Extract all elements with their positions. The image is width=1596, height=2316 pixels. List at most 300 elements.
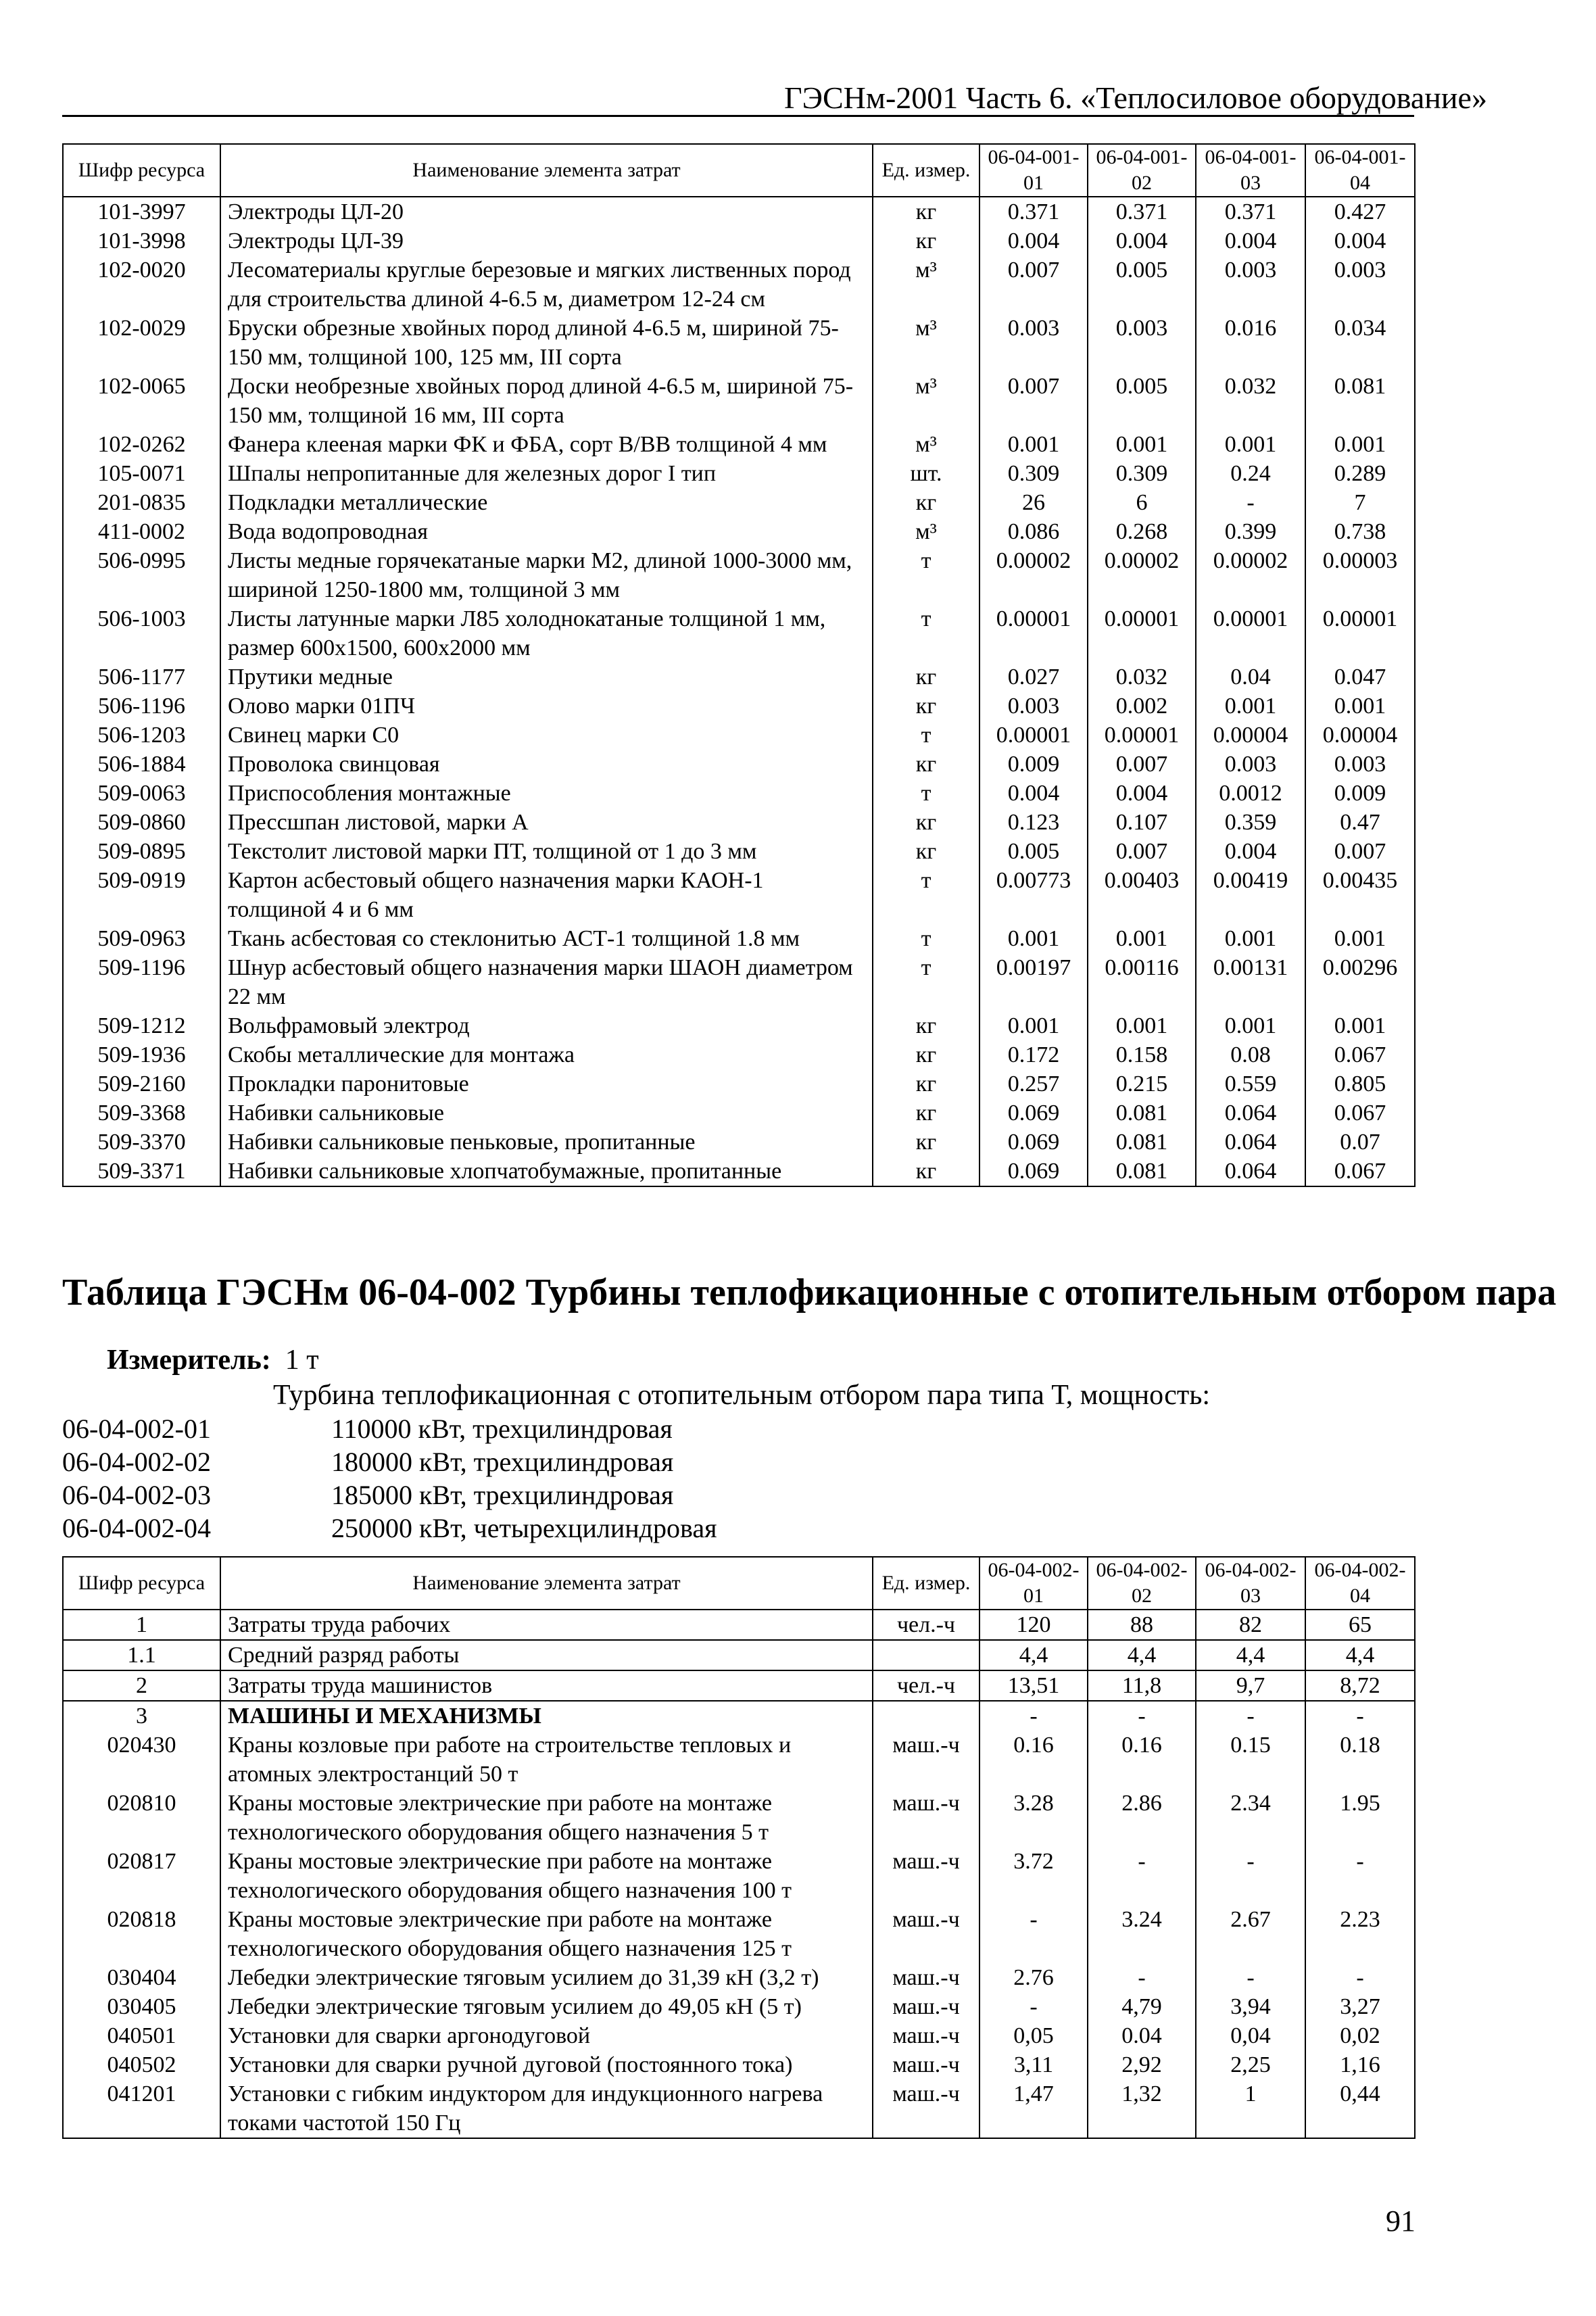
col-header-variant: 06-04-001-02 — [1088, 144, 1196, 197]
resource-code: 1.1 — [63, 1640, 220, 1670]
norm-value: 0.00002 — [1196, 546, 1305, 604]
norm-value: 4,4 — [1196, 1640, 1305, 1670]
norm-value: - — [1196, 1701, 1305, 1731]
norm-value: 0.107 — [1088, 808, 1196, 837]
norm-value: - — [980, 1992, 1088, 2021]
variant-desc: 110000 кВт, трехцилиндровая — [331, 1414, 673, 1444]
norm-value: 0.16 — [980, 1731, 1088, 1789]
resource-code: 509-3370 — [63, 1128, 220, 1157]
norm-value: 0.027 — [980, 662, 1088, 692]
norm-value: 2.86 — [1088, 1789, 1196, 1847]
norm-value: 0.001 — [1088, 430, 1196, 459]
norm-value: 0.005 — [1088, 372, 1196, 430]
norm-value: 0.158 — [1088, 1040, 1196, 1069]
norm-value: - — [980, 1905, 1088, 1963]
norm-value: 0.371 — [1088, 197, 1196, 226]
cost-element-name: Бруски обрезные хвойных пород длиной 4-6.5 м, шириной 75-150 мм, толщиной 100, 125 мм, III сорта — [220, 314, 873, 372]
norm-value: 0.003 — [1088, 314, 1196, 372]
cost-element-name: Лебедки электрические тяговым усилием до 49,05 кН (5 т) — [220, 1992, 873, 2021]
cost-element-name: Вольфрамовый электрод — [220, 1011, 873, 1040]
norm-value: 0.738 — [1305, 517, 1415, 546]
page-number: 91 — [1386, 2204, 1416, 2238]
norm-value: 65 — [1305, 1610, 1415, 1640]
cost-element-name: Лесоматериалы круглые березовые и мягких лиственных пород для строительства длиной 4-6.5 м, диаметром 12-24 см — [220, 256, 873, 314]
cost-element-name: Ткань асбестовая со стеклонитью АСТ-1 толщиной 1.8 мм — [220, 924, 873, 953]
norm-value: 0.00419 — [1196, 866, 1305, 924]
norm-value: 0.001 — [1305, 1011, 1415, 1040]
cost-element-name: Проволока свинцовая — [220, 750, 873, 779]
resource-code: 1 — [63, 1610, 220, 1640]
norm-value: 0.069 — [980, 1128, 1088, 1157]
table-row — [63, 488, 1415, 517]
norm-value: 9,7 — [1196, 1670, 1305, 1701]
cost-element-name: Установки с гибким индуктором для индукционного нагрева токами частотой 150 Гц — [220, 2079, 873, 2138]
unit-of-measure: т — [873, 866, 980, 924]
meter-line — [107, 1344, 319, 1376]
norm-value: 3.72 — [980, 1847, 1088, 1905]
table-row — [63, 2079, 1415, 2138]
norm-value: 0.003 — [1305, 750, 1415, 779]
norm-value: 0,44 — [1305, 2079, 1415, 2138]
cost-element-name: Затраты труда рабочих — [220, 1610, 873, 1640]
norm-value: 0.004 — [980, 779, 1088, 808]
norm-value: 3,27 — [1305, 1992, 1415, 2021]
variant-line — [62, 1413, 673, 1445]
norm-value: - — [1196, 1963, 1305, 1992]
unit-of-measure: кг — [873, 197, 980, 226]
resource-code: 506-1177 — [63, 662, 220, 692]
norm-value: 4,4 — [1088, 1640, 1196, 1670]
table-row — [63, 604, 1415, 662]
norm-value: 0.007 — [1088, 750, 1196, 779]
unit-of-measure: т — [873, 721, 980, 750]
norm-value: - — [1088, 1701, 1196, 1731]
norm-value: 7 — [1305, 488, 1415, 517]
norm-value: 2.34 — [1196, 1789, 1305, 1847]
norm-value: 0.001 — [1196, 924, 1305, 953]
resources-table-002 — [62, 1556, 1416, 2139]
table-row — [63, 1099, 1415, 1128]
unit-of-measure: шт. — [873, 459, 980, 488]
norm-value: 0.067 — [1305, 1099, 1415, 1128]
cost-element-name: Затраты труда машинистов — [220, 1670, 873, 1701]
unit-of-measure: т — [873, 546, 980, 604]
variant-code: 06-04-002-01 — [62, 1414, 211, 1444]
header-rule — [62, 115, 1414, 117]
cost-element-name: Листы латунные марки Л85 холоднокатаные толщиной 1 мм, размер 600х1500, 600х2000 мм — [220, 604, 873, 662]
unit-of-measure: маш.-ч — [873, 2021, 980, 2050]
resource-code: 509-1936 — [63, 1040, 220, 1069]
cost-element-name: Приспособления монтажные — [220, 779, 873, 808]
norm-value: 0.005 — [1088, 256, 1196, 314]
table-row — [63, 1789, 1415, 1847]
norm-value: 3,94 — [1196, 1992, 1305, 2021]
resource-code: 506-1196 — [63, 692, 220, 721]
norm-value: 0.00001 — [1305, 604, 1415, 662]
col-header-code: Шифр ресурса — [63, 144, 220, 197]
unit-of-measure: т — [873, 924, 980, 953]
unit-of-measure: чел.-ч — [873, 1670, 980, 1701]
unit-of-measure — [873, 1640, 980, 1670]
unit-of-measure: маш.-ч — [873, 1731, 980, 1789]
norm-value: 0.081 — [1088, 1128, 1196, 1157]
norm-value: 0.00002 — [1088, 546, 1196, 604]
cost-element-name: Прокладки паронитовые — [220, 1069, 873, 1099]
cost-element-name: Вода водопроводная — [220, 517, 873, 546]
norm-value: 11,8 — [1088, 1670, 1196, 1701]
table-row — [63, 197, 1415, 226]
norm-value: 0.00004 — [1196, 721, 1305, 750]
cost-element-name: Листы медные горячекатаные марки М2, длиной 1000-3000 мм, шириной 1250-1800 мм, толщиной 3 мм — [220, 546, 873, 604]
norm-value: 0.067 — [1305, 1157, 1415, 1186]
variant-code: 06-04-002-02 — [62, 1447, 211, 1477]
norm-value: 0,04 — [1196, 2021, 1305, 2050]
norm-value: 0.034 — [1305, 314, 1415, 372]
unit-of-measure: м³ — [873, 372, 980, 430]
norm-value: 0.289 — [1305, 459, 1415, 488]
table-row — [63, 924, 1415, 953]
unit-of-measure: кг — [873, 750, 980, 779]
norm-value: 0.805 — [1305, 1069, 1415, 1099]
variant-code: 06-04-002-03 — [62, 1480, 211, 1510]
unit-of-measure — [873, 1701, 980, 1731]
resource-code: 020817 — [63, 1847, 220, 1905]
cost-element-name: Прессшпан листовой, марки А — [220, 808, 873, 837]
norm-value: 0.001 — [1305, 924, 1415, 953]
norm-value: 0.081 — [1088, 1157, 1196, 1186]
norm-value: 0.371 — [980, 197, 1088, 226]
table-row — [63, 866, 1415, 924]
norm-value: - — [1088, 1847, 1196, 1905]
norm-value: 0.309 — [980, 459, 1088, 488]
table-row — [63, 750, 1415, 779]
unit-of-measure: маш.-ч — [873, 1963, 980, 1992]
table-row — [63, 2050, 1415, 2079]
table-row — [63, 517, 1415, 546]
unit-of-measure: маш.-ч — [873, 1905, 980, 1963]
norm-value: 0.268 — [1088, 517, 1196, 546]
unit-of-measure: м³ — [873, 314, 980, 372]
resource-code: 020810 — [63, 1789, 220, 1847]
col-header-variant: 06-04-001-04 — [1305, 144, 1415, 197]
table-row — [63, 430, 1415, 459]
cost-element-name: Текстолит листовой марки ПТ, толщиной от 1 до 3 мм — [220, 837, 873, 866]
col-header-name: Наименование элемента затрат — [220, 144, 873, 197]
col-header-variant: 06-04-001-03 — [1196, 144, 1305, 197]
resource-code: 411-0002 — [63, 517, 220, 546]
cost-element-name: Олово марки 01ПЧ — [220, 692, 873, 721]
norm-value: - — [1196, 488, 1305, 517]
norm-value: 0.001 — [980, 1011, 1088, 1040]
norm-value: 1,16 — [1305, 2050, 1415, 2079]
unit-of-measure: т — [873, 604, 980, 662]
table-row — [63, 779, 1415, 808]
norm-value: 0.064 — [1196, 1128, 1305, 1157]
resource-code: 506-1203 — [63, 721, 220, 750]
norm-value: 1 — [1196, 2079, 1305, 2138]
variant-line — [62, 1479, 673, 1511]
unit-of-measure: чел.-ч — [873, 1610, 980, 1640]
table-row — [63, 662, 1415, 692]
section-title: Таблица ГЭСНм 06-04-002 Турбины теплофикационные с отопительным отбором пара — [62, 1272, 1557, 1313]
unit-of-measure: маш.-ч — [873, 1789, 980, 1847]
table-row — [63, 1128, 1415, 1157]
norm-value: 0.007 — [1088, 837, 1196, 866]
running-header: ГЭСНм-2001 Часть 6. «Теплосиловое оборудование» — [784, 80, 1487, 115]
norm-value: 0.069 — [980, 1099, 1088, 1128]
table-header-row — [63, 144, 1415, 197]
table-row — [63, 808, 1415, 837]
norm-value: 0.003 — [980, 314, 1088, 372]
col-header-variant: 06-04-002-01 — [980, 1557, 1088, 1610]
resource-code: 509-3371 — [63, 1157, 220, 1186]
norm-value: 0.001 — [980, 430, 1088, 459]
norm-value: 0.002 — [1088, 692, 1196, 721]
norm-value: 3,11 — [980, 2050, 1088, 2079]
unit-of-measure: кг — [873, 1157, 980, 1186]
unit-of-measure: кг — [873, 1128, 980, 1157]
norm-value: 0.032 — [1088, 662, 1196, 692]
norm-value: 6 — [1088, 488, 1196, 517]
norm-value: 0.00001 — [1088, 604, 1196, 662]
resource-code: 102-0020 — [63, 256, 220, 314]
meter-value: 1 т — [285, 1345, 319, 1376]
unit-of-measure: маш.-ч — [873, 1847, 980, 1905]
norm-value: 4,4 — [980, 1640, 1088, 1670]
norm-value: 0.001 — [1196, 692, 1305, 721]
norm-value: 0.003 — [1196, 750, 1305, 779]
resource-code: 509-1196 — [63, 953, 220, 1011]
table-row — [63, 1670, 1415, 1701]
norm-value: 0.001 — [1196, 430, 1305, 459]
norm-value: 0.001 — [980, 924, 1088, 953]
norm-value: 0.00001 — [980, 721, 1088, 750]
norm-value: 0.257 — [980, 1069, 1088, 1099]
norm-value: 0.309 — [1088, 459, 1196, 488]
norm-value: 0.00003 — [1305, 546, 1415, 604]
table-row — [63, 1847, 1415, 1905]
norm-value: 0.00773 — [980, 866, 1088, 924]
resource-code: 509-0895 — [63, 837, 220, 866]
norm-value: 0.00403 — [1088, 866, 1196, 924]
norm-value: 0.47 — [1305, 808, 1415, 837]
cost-element-name: Набивки сальниковые пеньковые, пропитанные — [220, 1128, 873, 1157]
resource-code: 040501 — [63, 2021, 220, 2050]
cost-element-name: Средний разряд работы — [220, 1640, 873, 1670]
col-header-variant: 06-04-001-01 — [980, 144, 1088, 197]
cost-element-name: Электроды ЦЛ-39 — [220, 226, 873, 256]
unit-of-measure: кг — [873, 1011, 980, 1040]
norm-value: 0.064 — [1196, 1099, 1305, 1128]
norm-value: 0,02 — [1305, 2021, 1415, 2050]
norm-value: 0.004 — [1196, 837, 1305, 866]
table-row — [63, 226, 1415, 256]
unit-of-measure: т — [873, 779, 980, 808]
variant-code: 06-04-002-04 — [62, 1513, 211, 1543]
resource-code: 101-3998 — [63, 226, 220, 256]
norm-value: 2.76 — [980, 1963, 1088, 1992]
resource-code: 509-0063 — [63, 779, 220, 808]
cost-element-name: Скобы металлические для монтажа — [220, 1040, 873, 1069]
norm-value: 0.001 — [1305, 692, 1415, 721]
norm-value: 0.16 — [1088, 1731, 1196, 1789]
table-row — [63, 1011, 1415, 1040]
norm-value: 0.00296 — [1305, 953, 1415, 1011]
resource-code: 201-0835 — [63, 488, 220, 517]
resource-code: 509-0860 — [63, 808, 220, 837]
norm-value: - — [1196, 1847, 1305, 1905]
norm-value: 0.003 — [1196, 256, 1305, 314]
col-header-unit: Ед. измер. — [873, 144, 980, 197]
norm-value: 0.371 — [1196, 197, 1305, 226]
norm-value: 0.047 — [1305, 662, 1415, 692]
norm-value: 0.123 — [980, 808, 1088, 837]
norm-value: - — [1305, 1963, 1415, 1992]
norm-value: 0.069 — [980, 1157, 1088, 1186]
resource-code: 020430 — [63, 1731, 220, 1789]
table-row — [63, 1905, 1415, 1963]
variant-desc: 180000 кВт, трехцилиндровая — [331, 1447, 674, 1477]
norm-value: 0.00001 — [1196, 604, 1305, 662]
norm-value: 0.003 — [980, 692, 1088, 721]
norm-value: 2.67 — [1196, 1905, 1305, 1963]
col-header-variant: 06-04-002-02 — [1088, 1557, 1196, 1610]
unit-of-measure: кг — [873, 1069, 980, 1099]
norm-value: 13,51 — [980, 1670, 1088, 1701]
resource-code: 041201 — [63, 2079, 220, 2138]
table-row — [63, 256, 1415, 314]
table-row — [63, 1731, 1415, 1789]
table-row — [63, 837, 1415, 866]
norm-value: 0.359 — [1196, 808, 1305, 837]
norm-value: 0,05 — [980, 2021, 1088, 2050]
norm-value: 2,25 — [1196, 2050, 1305, 2079]
norm-value: 0.004 — [1088, 779, 1196, 808]
norm-value: 0.086 — [980, 517, 1088, 546]
cost-element-name: Шнур асбестовый общего назначения марки ШАОН диаметром 22 мм — [220, 953, 873, 1011]
norm-value: 0.559 — [1196, 1069, 1305, 1099]
col-header-variant: 06-04-002-04 — [1305, 1557, 1415, 1610]
unit-of-measure: кг — [873, 808, 980, 837]
col-header-code: Шифр ресурса — [63, 1557, 220, 1610]
norm-value: 1,32 — [1088, 2079, 1196, 2138]
variant-line — [62, 1446, 673, 1478]
table-row — [63, 692, 1415, 721]
cost-element-name: Свинец марки С0 — [220, 721, 873, 750]
norm-value: 0.003 — [1305, 256, 1415, 314]
norm-value: 1.95 — [1305, 1789, 1415, 1847]
variant-desc: 250000 кВт, четырехцилиндровая — [331, 1513, 717, 1543]
norm-value: 0.08 — [1196, 1040, 1305, 1069]
norm-value: 0.001 — [1305, 430, 1415, 459]
norm-value: 0.032 — [1196, 372, 1305, 430]
norm-value: 0.04 — [1196, 662, 1305, 692]
norm-value: 0.00001 — [980, 604, 1088, 662]
norm-value: 4,4 — [1305, 1640, 1415, 1670]
resource-code: 506-0995 — [63, 546, 220, 604]
cost-element-name: Прутики медные — [220, 662, 873, 692]
cost-element-name: Доски необрезные хвойных пород длиной 4-6.5 м, шириной 75-150 мм, толщиной 16 мм, III сорта — [220, 372, 873, 430]
unit-of-measure: кг — [873, 662, 980, 692]
cost-element-name: Краны мостовые электрические при работе на монтаже технологического оборудования общего назначения 100 т — [220, 1847, 873, 1905]
norm-value: 0.0012 — [1196, 779, 1305, 808]
norm-value: 82 — [1196, 1610, 1305, 1640]
unit-of-measure: кг — [873, 1099, 980, 1128]
norm-value: 0.04 — [1088, 2021, 1196, 2050]
norm-value: 4,79 — [1088, 1992, 1196, 2021]
norm-value: 0.427 — [1305, 197, 1415, 226]
col-header-name: Наименование элемента затрат — [220, 1557, 873, 1610]
norm-value: 0.081 — [1088, 1099, 1196, 1128]
meter-label: Измеритель: — [107, 1345, 271, 1376]
resource-code: 102-0262 — [63, 430, 220, 459]
table-row — [63, 953, 1415, 1011]
norm-value: - — [1305, 1847, 1415, 1905]
resource-code: 101-3997 — [63, 197, 220, 226]
resource-code: 509-0919 — [63, 866, 220, 924]
unit-of-measure: м³ — [873, 430, 980, 459]
unit-of-measure: м³ — [873, 256, 980, 314]
resource-code: 040502 — [63, 2050, 220, 2079]
unit-of-measure: м³ — [873, 517, 980, 546]
variant-desc: 185000 кВт, трехцилиндровая — [331, 1480, 674, 1510]
unit-of-measure: кг — [873, 1040, 980, 1069]
norm-value: 0.067 — [1305, 1040, 1415, 1069]
cost-element-name: Подкладки металлические — [220, 488, 873, 517]
table-row — [63, 1610, 1415, 1640]
unit-of-measure: маш.-ч — [873, 2079, 980, 2138]
cost-element-name: Установки для сварки аргонодуговой — [220, 2021, 873, 2050]
norm-value: 0.172 — [980, 1040, 1088, 1069]
norm-value: 0.007 — [980, 372, 1088, 430]
norm-value: 0.001 — [1088, 1011, 1196, 1040]
unit-of-measure: маш.-ч — [873, 1992, 980, 2021]
norm-value: 0.399 — [1196, 517, 1305, 546]
norm-value: 3.24 — [1088, 1905, 1196, 1963]
norm-value: 0.15 — [1196, 1731, 1305, 1789]
resource-code: 102-0029 — [63, 314, 220, 372]
resource-code: 030404 — [63, 1963, 220, 1992]
resource-code: 3 — [63, 1701, 220, 1731]
cost-element-name: Установки для сварки ручной дуговой (постоянного тока) — [220, 2050, 873, 2079]
table-header-row — [63, 1557, 1415, 1610]
cost-element-name: Фанера клееная марки ФК и ФБА, сорт В/ВВ толщиной 4 мм — [220, 430, 873, 459]
norm-value: 0.009 — [1305, 779, 1415, 808]
cost-element-name: МАШИНЫ И МЕХАНИЗМЫ — [220, 1701, 873, 1731]
cost-element-name: Краны мостовые электрические при работе на монтаже технологического оборудования общего назначения 5 т — [220, 1789, 873, 1847]
norm-value: 0.00131 — [1196, 953, 1305, 1011]
unit-of-measure: маш.-ч — [873, 2050, 980, 2079]
norm-value: - — [980, 1701, 1088, 1731]
norm-value: 0.001 — [1196, 1011, 1305, 1040]
resource-code: 509-2160 — [63, 1069, 220, 1099]
resource-code: 506-1884 — [63, 750, 220, 779]
norm-value: 0.07 — [1305, 1128, 1415, 1157]
norm-value: 0.18 — [1305, 1731, 1415, 1789]
norm-value: 0.005 — [980, 837, 1088, 866]
norm-value: 2,92 — [1088, 2050, 1196, 2079]
norm-value: - — [1305, 1701, 1415, 1731]
resource-code: 102-0065 — [63, 372, 220, 430]
turbine-type-line: Турбина теплофикационная с отопительным отбором пара типа Т, мощность: — [273, 1380, 1211, 1411]
table-row — [63, 1157, 1415, 1186]
norm-value: 0.00004 — [1305, 721, 1415, 750]
unit-of-measure: кг — [873, 488, 980, 517]
unit-of-measure: кг — [873, 692, 980, 721]
table-row — [63, 1992, 1415, 2021]
resource-code: 509-0963 — [63, 924, 220, 953]
norm-value: 0.016 — [1196, 314, 1305, 372]
